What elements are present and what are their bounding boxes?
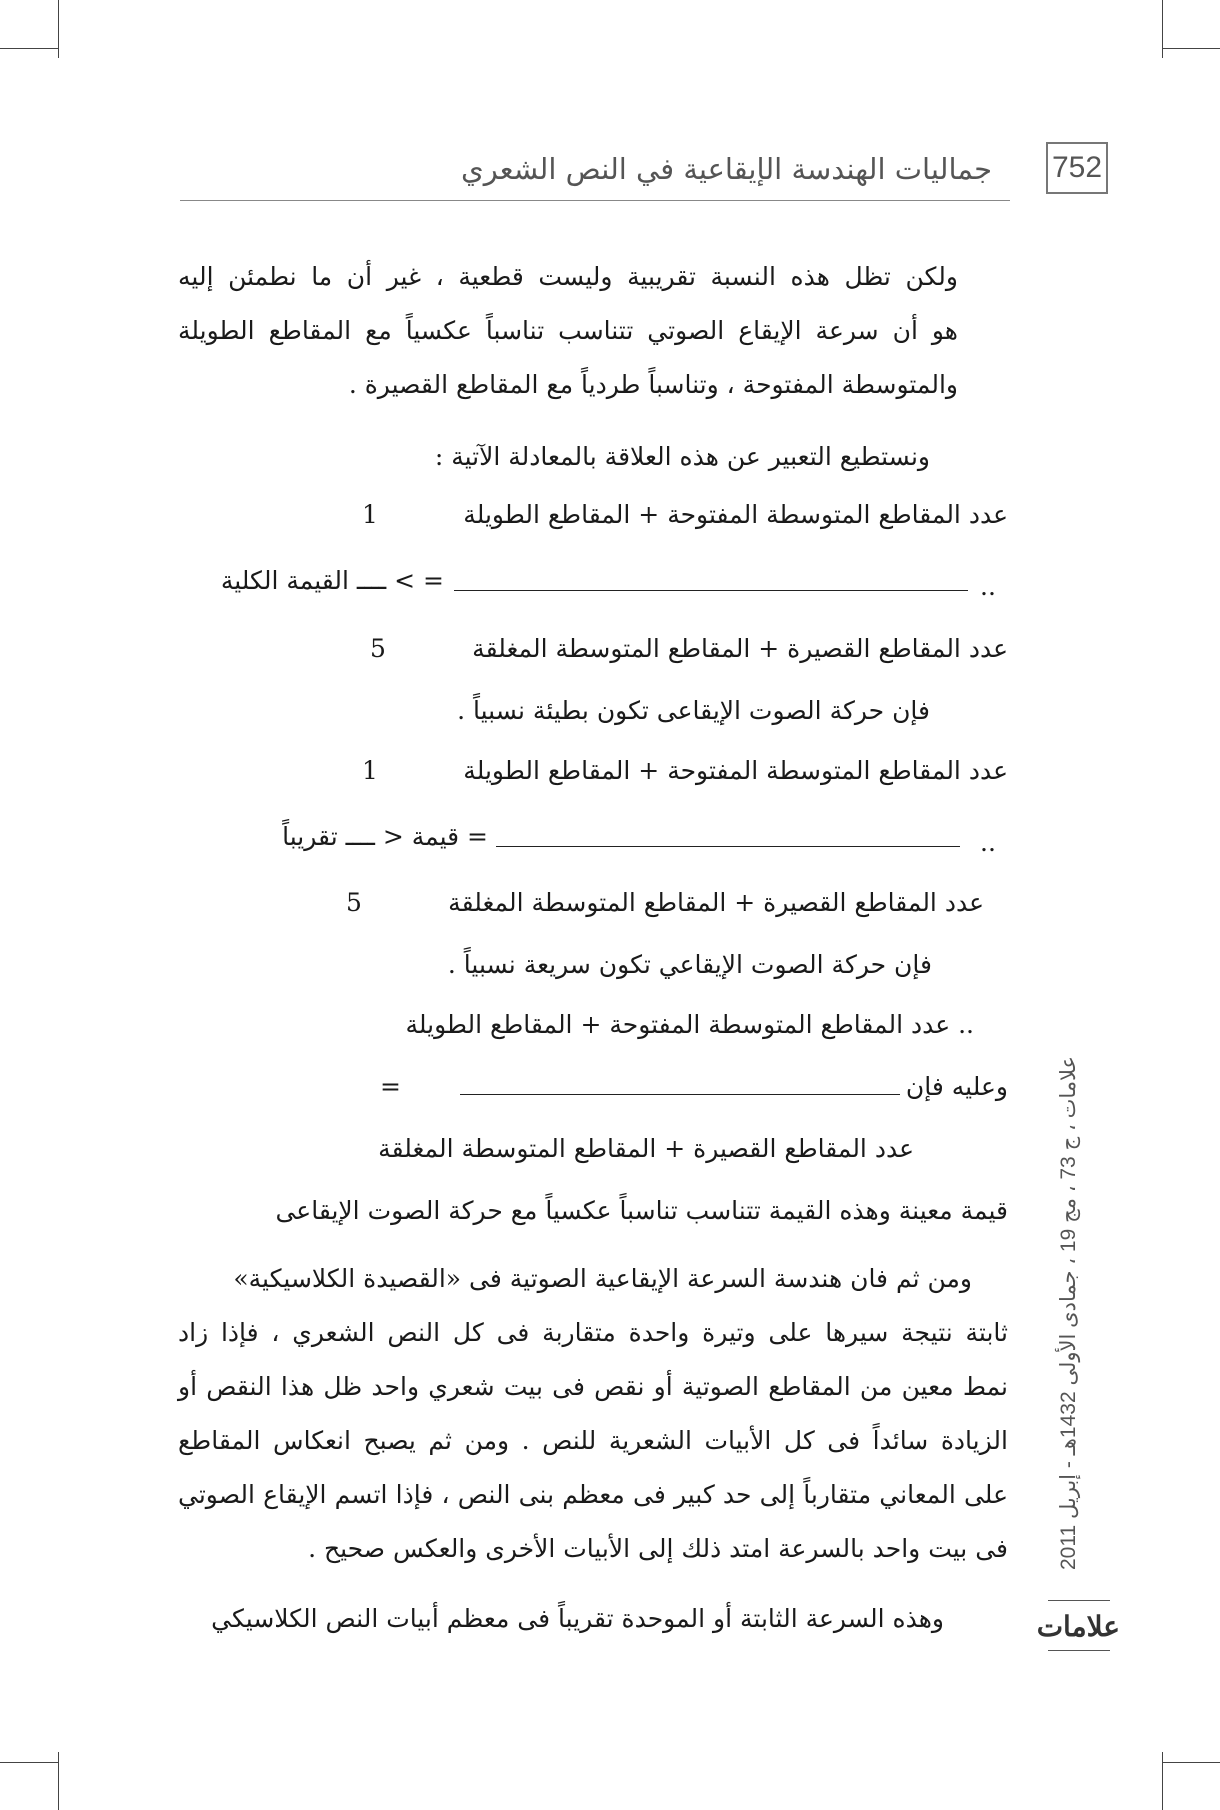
journal-logo: علامات bbox=[1036, 1610, 1120, 1643]
equation3-lead: وعليه فإن bbox=[905, 1072, 1008, 1101]
header-divider bbox=[180, 200, 1010, 201]
equation2-fraction-bar bbox=[496, 846, 960, 847]
equation1-conclusion: فإن حركة الصوت الإيقاعى تكون بطيئة نسبياً . bbox=[457, 696, 930, 725]
equation2-relation: = قيمة < ــــ تقريباً bbox=[282, 822, 488, 851]
equation3-equals: = bbox=[380, 1072, 401, 1101]
equation3-numerator: .. عدد المقاطع المتوسطة المفتوحة + المقاطع الطويلة bbox=[405, 1010, 974, 1039]
paragraph-line: ولكن تظل هذه النسبة تقريبية وليست قطعية ، غير أن ما نطمئن إليه bbox=[178, 262, 958, 291]
crop-mark bbox=[58, 0, 59, 58]
crop-mark bbox=[1162, 1752, 1163, 1810]
paragraph-line: على المعاني متقارباً إلى حد كبير فى معظم بنى النص ، فإذا اتسم الإيقاع الصوتي bbox=[178, 1480, 1008, 1509]
crop-mark bbox=[1162, 0, 1163, 58]
crop-mark bbox=[0, 48, 58, 49]
equation1-numerator: عدد المقاطع المتوسطة المفتوحة + المقاطع الطويلة bbox=[463, 500, 1008, 529]
equation2-numerator-value: 1 bbox=[362, 756, 378, 785]
equation2-denominator-value: 5 bbox=[346, 888, 362, 917]
paragraph-line: هو أن سرعة الإيقاع الصوتي تتناسب تناسباً عكسياً مع المقاطع الطويلة bbox=[178, 316, 958, 345]
crop-mark bbox=[0, 1762, 58, 1763]
equation1-denominator-value: 5 bbox=[370, 634, 386, 663]
paragraph-line: الزيادة سائداً فى كل الأبيات الشعرية للنص . ومن ثم يصبح انعكاس المقاطع bbox=[178, 1426, 1008, 1455]
equation3-fraction-bar bbox=[460, 1094, 900, 1095]
logo-rule bbox=[1048, 1600, 1110, 1601]
equation3-conclusion: قيمة معينة وهذه القيمة تتناسب تناسباً عكسياً مع حركة الصوت الإيقاعى bbox=[275, 1196, 1008, 1225]
crop-mark bbox=[58, 1752, 59, 1810]
equation2-numerator: عدد المقاطع المتوسطة المفتوحة + المقاطع الطويلة bbox=[463, 756, 1008, 785]
paragraph-line: نمط معين من المقاطع الصوتية أو نقص فى بيت شعري واحد ظل هذا النقص أو bbox=[178, 1372, 1008, 1401]
equation1-dots: .. bbox=[980, 572, 996, 601]
journal-citation-vertical: علامات ، ج 73 ، مج 19 ، جمادى الأولى 1432هـ - إبريل 2011 bbox=[1057, 1055, 1080, 1570]
equation2-conclusion: فإن حركة الصوت الإيقاعي تكون سريعة نسبياً . bbox=[447, 950, 932, 979]
equation1-numerator-value: 1 bbox=[362, 500, 378, 529]
crop-mark bbox=[1162, 1762, 1220, 1763]
paragraph-line: ثابتة نتيجة سيرها على وتيرة واحدة متقاربة فى كل النص الشعري ، فإذا زاد bbox=[178, 1318, 1008, 1347]
equation2-dots: .. bbox=[980, 828, 996, 857]
equation1-denominator: عدد المقاطع القصيرة + المقاطع المتوسطة المغلقة bbox=[472, 634, 1008, 663]
paragraph-line: فى بيت واحد بالسرعة امتد ذلك إلى الأبيات الأخرى والعكس صحيح . bbox=[308, 1534, 1008, 1563]
running-header-title: جماليات الهندسة الإيقاعية في النص الشعري bbox=[461, 152, 992, 186]
crop-mark bbox=[1162, 48, 1220, 49]
equation2-denominator: عدد المقاطع القصيرة + المقاطع المتوسطة المغلقة bbox=[448, 888, 984, 917]
equation3-denominator: عدد المقاطع القصيرة + المقاطع المتوسطة المغلقة bbox=[378, 1134, 914, 1163]
equation1-fraction-bar bbox=[454, 590, 968, 591]
paragraph-line: ومن ثم فان هندسة السرعة الإيقاعية الصوتية فى «القصيدة الكلاسيكية» bbox=[233, 1264, 972, 1293]
paragraph-line: والمتوسطة المفتوحة ، وتناسباً طردياً مع المقاطع القصيرة . bbox=[348, 370, 958, 399]
intro-line: ونستطيع التعبير عن هذه العلاقة بالمعادلة الآتية : bbox=[434, 442, 930, 471]
page-number: 752 bbox=[1046, 142, 1108, 194]
equation1-relation: = > ــــ القيمة الكلية bbox=[220, 566, 444, 595]
last-line: وهذه السرعة الثابتة أو الموحدة تقريباً فى معظم أبيات النص الكلاسيكي bbox=[211, 1604, 944, 1633]
logo-rule bbox=[1048, 1650, 1110, 1651]
